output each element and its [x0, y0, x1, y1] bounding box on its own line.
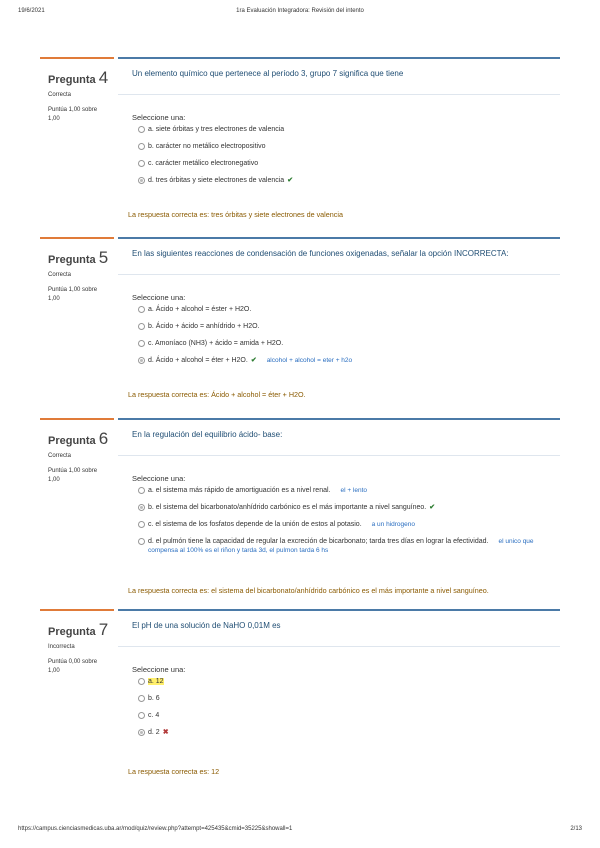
question-text: El pH de una solución de NaHO 0,01M es	[132, 621, 281, 630]
question-info	[40, 609, 114, 786]
question-grade: Puntúa 1,00 sobre 1,00	[48, 107, 98, 122]
answer-area	[118, 94, 560, 199]
option-a[interactable]: a. el sistema más rápido de amortiguación es a nivel renal. el + lento	[138, 486, 554, 503]
radio-icon[interactable]	[138, 143, 145, 150]
question-text: En la regulación del equilibrio ácido- base:	[132, 430, 283, 439]
radio-icon[interactable]	[138, 306, 145, 313]
print-date: 19/6/2021	[18, 8, 45, 14]
print-page-number: 2/13	[570, 826, 582, 832]
question-6	[40, 418, 560, 603]
radio-icon[interactable]	[138, 521, 145, 528]
select-prompt: Seleccione una:	[132, 665, 186, 674]
radio-icon[interactable]	[138, 712, 145, 719]
select-prompt: Seleccione una:	[132, 474, 186, 483]
highlighted-answer: a. 12	[148, 678, 164, 685]
check-icon: ✔	[250, 357, 257, 364]
question-text: Un elemento químico que pertenece al período 3, grupo 7 significa que tiene	[132, 69, 404, 78]
question-7	[40, 609, 560, 784]
print-url: https://campus.cienciasmedicas.uba.ar/mod/quiz/review.php?attempt=425435&cmid=35225&showall=1	[18, 826, 293, 832]
question-content	[118, 57, 560, 229]
question-number: Pregunta 4	[48, 68, 109, 87]
question-grade: Puntúa 0,00 sobre 1,00	[48, 659, 98, 674]
question-content	[118, 609, 560, 786]
answer-area	[118, 455, 560, 575]
options-list	[138, 486, 554, 563]
option-c[interactable]: c. el sistema de los fosfatos depende de la unión de estos al potasio. a un hidrogeno	[138, 520, 554, 537]
question-state: Incorrecta	[48, 644, 75, 650]
question-state: Correcta	[48, 92, 72, 98]
print-header	[18, 8, 582, 18]
option-c[interactable]: c. Amoníaco (NH3) + ácido = amida + H2O.	[138, 339, 554, 356]
handwritten-note: alcohol + alcohol = eter + h2o	[266, 357, 353, 364]
options-list	[138, 677, 554, 745]
question-content	[118, 418, 560, 605]
question-number: Pregunta 6	[48, 429, 109, 448]
option-c[interactable]: c. 4	[138, 711, 554, 728]
option-d[interactable]: d. el pulmón tiene la capacidad de regular la excreción de bicarbonato; tarda tres días en lograr la efectividad. el unico que compensa al 100% es el riñon y tarda 3d, el pulmon tarda 6 hs	[138, 537, 554, 563]
handwritten-note: a un hidrogeno	[371, 521, 416, 528]
option-d[interactable]: d. Ácido + alcohol = éter + H2O. ✔ alcohol + alcohol = eter + h2o	[138, 356, 554, 373]
radio-selected-icon[interactable]	[138, 504, 145, 511]
options-list	[138, 125, 554, 193]
question-state: Correcta	[48, 272, 72, 278]
question-content	[118, 237, 560, 409]
option-b[interactable]: b. 6	[138, 694, 554, 711]
radio-selected-icon[interactable]	[138, 357, 145, 364]
print-title: 1ra Evaluación Integradora: Revisión del intento	[236, 8, 364, 14]
question-info	[40, 237, 114, 409]
radio-selected-icon[interactable]	[138, 177, 145, 184]
question-4	[40, 57, 560, 227]
option-a[interactable]: a. Ácido + alcohol = éster + H2O.	[138, 305, 554, 322]
option-d[interactable]: d. tres órbitas y siete electrones de valencia ✔	[138, 176, 554, 193]
radio-icon[interactable]	[138, 160, 145, 167]
question-5	[40, 237, 560, 407]
select-prompt: Seleccione una:	[132, 293, 186, 302]
check-icon: ✔	[429, 504, 436, 511]
option-b[interactable]: b. carácter no metálico electropositivo	[138, 142, 554, 159]
option-a[interactable]: a. siete órbitas y tres electrones de valencia	[138, 125, 554, 142]
handwritten-note: el + lento	[340, 487, 368, 494]
correct-answer-feedback: La respuesta correcta es: Ácido + alcohol = éter + H2O.	[128, 390, 306, 399]
radio-icon[interactable]	[138, 323, 145, 330]
print-footer	[18, 826, 582, 836]
handwritten-note: el unico que compensa al 100% es el riñon y tarda 3d, el pulmon tarda 6 hs	[148, 538, 534, 554]
question-number: Pregunta 7	[48, 620, 109, 639]
answer-area	[118, 274, 560, 379]
question-grade: Puntúa 1,00 sobre 1,00	[48, 287, 98, 302]
question-number: Pregunta 5	[48, 248, 109, 267]
option-b[interactable]: b. el sistema del bicarbonato/anhídrido carbónico es el más importante a nivel sanguíneo. ✔	[138, 503, 554, 520]
option-d[interactable]: d. 2 ✖	[138, 728, 554, 745]
cross-icon: ✖	[162, 729, 169, 736]
radio-icon[interactable]	[138, 340, 145, 347]
radio-icon[interactable]	[138, 695, 145, 702]
correct-answer-feedback: La respuesta correcta es: 12	[128, 767, 220, 776]
question-info	[40, 418, 114, 605]
radio-icon[interactable]	[138, 487, 145, 494]
question-text: En las siguientes reacciones de condensación de funciones oxigenadas, señalar la opción INCORRECTA:	[132, 249, 509, 258]
question-info	[40, 57, 114, 229]
option-b[interactable]: b. Ácido + ácido = anhídrido + H2O.	[138, 322, 554, 339]
radio-icon[interactable]	[138, 678, 145, 685]
correct-answer-feedback: La respuesta correcta es: tres órbitas y siete electrones de valencia	[128, 210, 343, 219]
question-grade: Puntúa 1,00 sobre 1,00	[48, 468, 98, 483]
select-prompt: Seleccione una:	[132, 113, 186, 122]
option-c[interactable]: c. carácter metálico electronegativo	[138, 159, 554, 176]
radio-icon[interactable]	[138, 126, 145, 133]
options-list	[138, 305, 554, 373]
radio-selected-icon[interactable]	[138, 729, 145, 736]
question-state: Correcta	[48, 453, 72, 459]
option-a[interactable]	[138, 677, 554, 694]
correct-answer-feedback: La respuesta correcta es: el sistema del bicarbonato/anhídrido carbónico es el más importante a nivel sanguíneo.	[128, 586, 489, 595]
radio-icon[interactable]	[138, 538, 145, 545]
check-icon: ✔	[287, 177, 294, 184]
answer-area	[118, 646, 560, 756]
